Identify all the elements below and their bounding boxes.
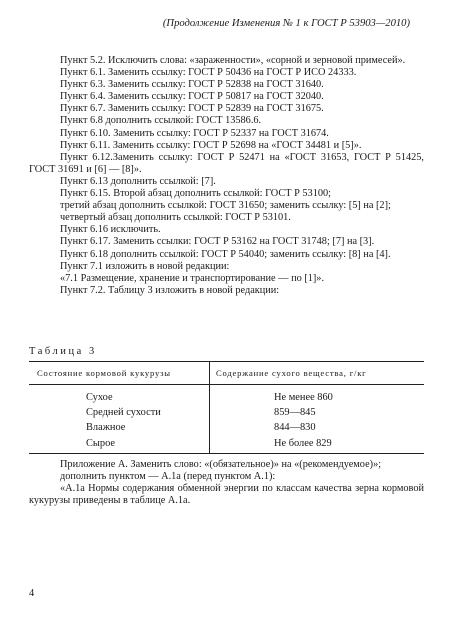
table-cell: Сухое — [29, 385, 210, 406]
paragraph: Пункт 7.1 изложить в новой редакции: — [60, 260, 230, 272]
paragraph: дополнить пунктом — А.1а (перед пунктом А.1): — [60, 471, 276, 483]
appendix-amendment-text — [29, 459, 424, 507]
table-header-row — [29, 362, 424, 385]
table-row — [29, 385, 424, 406]
paragraph: Приложение А. Заменить слово: «(обязательное)» на «(рекомендуемое)»; — [60, 459, 382, 470]
table-3 — [29, 361, 424, 454]
paragraph: Пункт 6.3. Заменить ссылку: ГОСТ Р 52838 на ГОСТ 31640. — [60, 79, 324, 91]
paragraph: Пункт 6.17. Заменить ссылки: ГОСТ Р 53162 на ГОСТ 31748; [7] на [3]. — [60, 236, 375, 248]
table-cell: 844—830 — [274, 422, 316, 434]
table-row — [29, 420, 424, 435]
page-header: (Продолжение Изменения № 1 к ГОСТ Р 53903—2010) — [162, 18, 410, 29]
column-header-state: Состояние кормовой кукурузы — [29, 362, 210, 385]
paragraph: Пункт 6.1. Заменить ссылку: ГОСТ Р 50436 на ГОСТ Р ИСО 24333. — [60, 67, 357, 79]
table-cell: Не менее 860 — [274, 392, 333, 404]
table-cell: Сырое — [29, 436, 210, 454]
paragraph: Пункт 6.13 дополнить ссылкой: [7]. — [60, 175, 216, 187]
paragraph: Пункт 5.2. Исключить слова: «зараженности», «сорной и зерновой примесей». — [60, 55, 406, 66]
amendment-text — [29, 55, 424, 297]
paragraph: Пункт 6.12.Заменить ссылку: ГОСТ Р 52471 на «ГОСТ 31653, ГОСТ Р 51425, ГОСТ 31691 и [6] — [8]». — [29, 151, 424, 175]
paragraph: Пункт 6.8 дополнить ссылкой: ГОСТ 13586.6. — [60, 115, 262, 127]
paragraph: Пункт 6.18 дополнить ссылкой: ГОСТ Р 54040; заменить ссылку: [8] на [4]. — [60, 248, 391, 260]
table-cell: Не более 829 — [210, 436, 425, 454]
paragraph: Пункт 6.11. Заменить ссылку: ГОСТ Р 52698 на «ГОСТ 34481 и [5]». — [60, 139, 362, 151]
paragraph: Пункт 6.10. Заменить ссылку: ГОСТ Р 52337 на ГОСТ 31674. — [60, 127, 329, 139]
paragraph: четвертый абзац дополнить ссылкой: ГОСТ Р 53101. — [60, 212, 291, 224]
table-title: Таблица 3 — [29, 346, 97, 357]
paragraph: «7.1 Размещение, хранение и транспортирование — по [1]». — [60, 272, 325, 284]
paragraph: Пункт 6.4. Заменить ссылку: ГОСТ Р 50817 на ГОСТ 32040. — [60, 91, 324, 103]
table-row — [29, 405, 424, 420]
column-header-dry-matter: Содержание сухого вещества, г/кг — [210, 362, 425, 385]
paragraph: «А.1а Нормы содержания обменной энергии по классам качества зерна кормовой кукурузы приведены в таблице А.1а. — [29, 483, 424, 507]
paragraph: третий абзац дополнить ссылкой: ГОСТ 31650; заменить ссылку: [5] на [2]; — [60, 200, 391, 212]
paragraph: Пункт 6.16 исключить. — [60, 224, 161, 236]
paragraph: Пункт 6.7. Заменить ссылку: ГОСТ Р 52839 на ГОСТ 31675. — [60, 103, 324, 115]
table-cell: Влажное — [29, 420, 210, 435]
page-number: 4 — [29, 588, 35, 599]
table-cell: 859—845 — [274, 407, 316, 419]
table-row — [29, 436, 424, 454]
paragraph: Пункт 6.15. Второй абзац дополнить ссылкой: ГОСТ Р 53100; — [60, 188, 332, 200]
table-cell: Средней сухости — [29, 405, 210, 420]
paragraph: Пункт 7.2. Таблицу 3 изложить в новой редакции: — [60, 284, 280, 296]
